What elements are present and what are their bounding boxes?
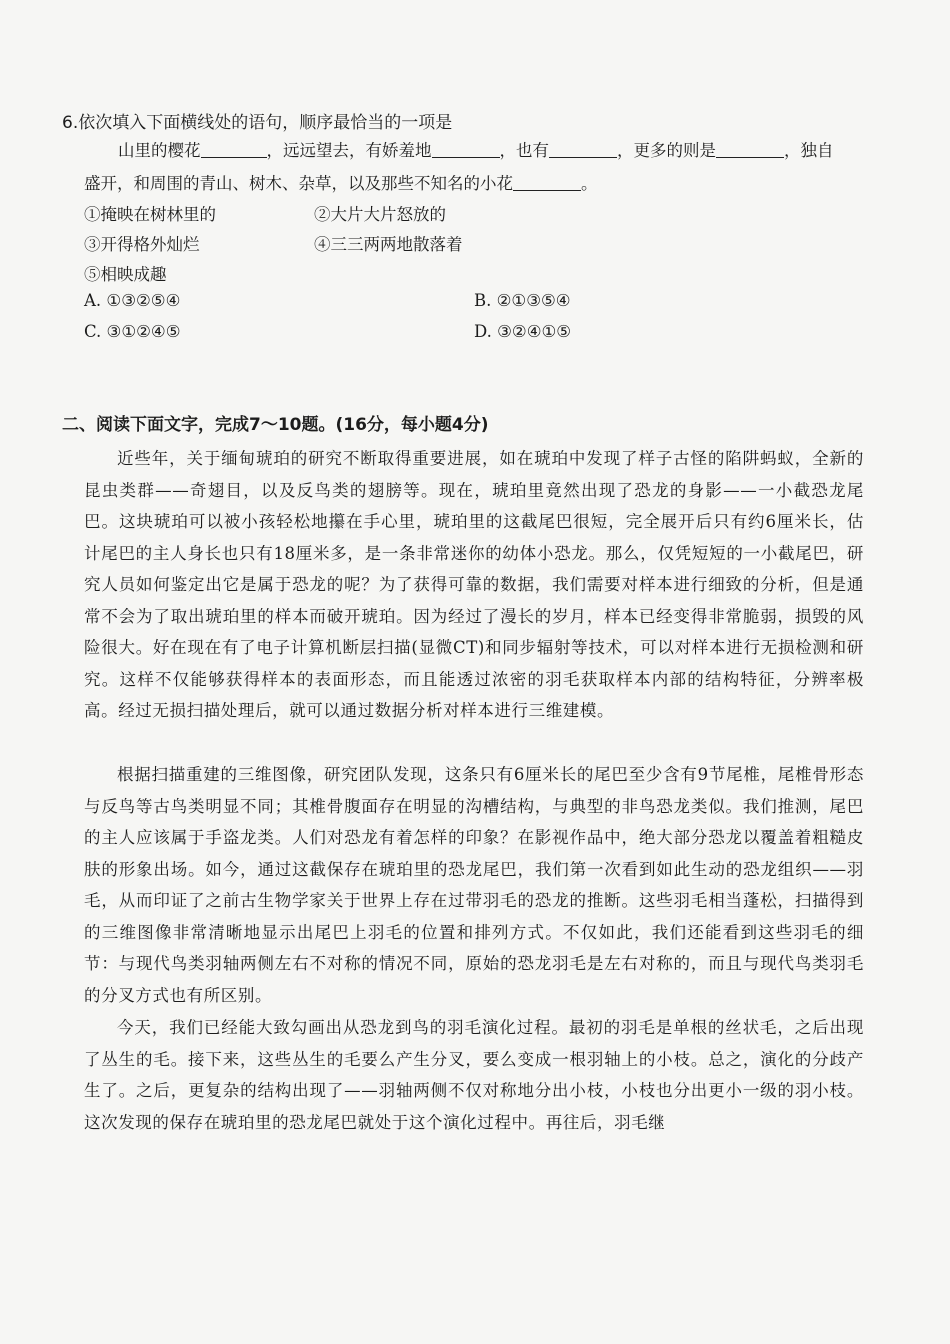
question-6-stem-line2 [84, 170, 598, 194]
stem-part-3: ，也有 [499, 141, 549, 160]
choice-c: C. ③①②④⑤ [84, 322, 181, 341]
choice-d: D. ③②④①⑤ [474, 322, 572, 341]
option-5: ⑤相映成趣 [84, 265, 167, 284]
question-6-title: 6.依次填入下面横线处的语句，顺序最恰当的一项是 [62, 113, 453, 133]
question-6-stem-line1 [118, 137, 834, 161]
blank-5 [513, 174, 581, 192]
option-2: ②大片大片怒放的 [314, 205, 446, 224]
passage-paragraph-3: 今天，我们已经能大致勾画出从恐龙到鸟的羽毛演化过程。最初的羽毛是单根的丝状毛，之后出现了丛生的毛。接下来，这些丛生的毛要么产生分叉，要么变成一根羽轴上的小枝。总之，演化的分歧产生了。之后，更复杂的结构出现了——羽轴两侧不仅对称地分出小枝，小枝也分出更小一级的羽小枝。这次发现的保存在琥珀里的恐龙尾巴就处于这个演化过程中。再往后，羽毛继 [84, 1018, 864, 1132]
blank-2 [432, 141, 500, 159]
passage-paragraph-1: 近些年，关于缅甸琥珀的研究不断取得重要进展，如在琥珀中发现了样子古怪的陷阱蚂蚁，全新的昆虫类群——奇翅目，以及反鸟类的翅膀等。现在，琥珀里竟然出现了恐龙的身影——一小截恐龙尾巴。这块琥珀可以被小孩轻松地攥在手心里，琥珀里的这截尾巴很短，完全展开后只有约6厘米长，估计尾巴的主人身长也只有18厘米多，是一条非常迷你的幼体小恐龙。那么，仅凭短短的一小截尾巴，研究人员如何鉴定出它是属于恐龙的呢？为了获得可靠的数据，我们需要对样本进行细致的分析，但是通常不会为了取出琥珀里的样本而破开琥珀。因为经过了漫长的岁月，样本已经变得非常脆弱，损毁的风险很大。好在现在有了电子计算机断层扫描(显微CT)和同步辐射等技术，可以对样本进行无损检测和研究。这样不仅能够获得样本的表面形态，而且能透过浓密的羽毛获取样本内部的结构特征，分辨率极高。经过无损扫描处理后，就可以通过数据分析对样本进行三维建模。 [84, 449, 864, 720]
passage-paragraph-2: 根据扫描重建的三维图像，研究团队发现，这条只有6厘米长的尾巴至少含有9节尾椎，尾椎骨形态与反鸟等古鸟类明显不同；其椎骨腹面存在明显的沟槽结构，与典型的非鸟恐龙类似。我们推测，尾巴的主人应该属于手盗龙类。人们对恐龙有着怎样的印象？在影视作品中，绝大部分恐龙以覆盖着粗糙皮肤的形象出场。如今，通过这截保存在琥珀里的恐龙尾巴，我们第一次看到如此生动的恐龙组织——羽毛，从而印证了之前古生物学家关于世界上存在过带羽毛的恐龙的推断。这些羽毛相当蓬松，扫描得到的三维图像非常清晰地显示出尾巴上羽毛的位置和排列方式。不仅如此，我们还能看到这些羽毛的细节：与现代鸟类羽轴两侧左右不对称的情况不同，原始的恐龙羽毛是左右对称的，而且与现代鸟类羽毛的分叉方式也有所区别。 [84, 765, 864, 1005]
choice-a: A. ①③②⑤④ [84, 291, 181, 310]
stem-line2-text: 盛开，和周围的青山、树木、杂草，以及那些不知名的小花 [84, 174, 513, 193]
option-1: ①掩映在树林里的 [84, 205, 216, 224]
blank-3 [549, 141, 617, 159]
choice-b: B. ②①③⑤④ [474, 291, 571, 310]
stem-line2-end: 。 [581, 174, 598, 193]
stem-part-2: ，远远望去，有娇羞地 [266, 141, 432, 160]
stem-part-5: ，独自 [784, 141, 834, 160]
option-3: ③开得格外灿烂 [84, 235, 200, 254]
blank-1 [201, 141, 267, 159]
section-2-title: 二、阅读下面文字，完成7～10题。(16分，每小题4分) [62, 415, 489, 435]
blank-4 [716, 141, 784, 159]
stem-part-1: 山里的樱花 [118, 141, 201, 160]
stem-part-4: ，更多的则是 [617, 141, 716, 160]
option-4: ④三三两两地散落着 [314, 235, 463, 254]
